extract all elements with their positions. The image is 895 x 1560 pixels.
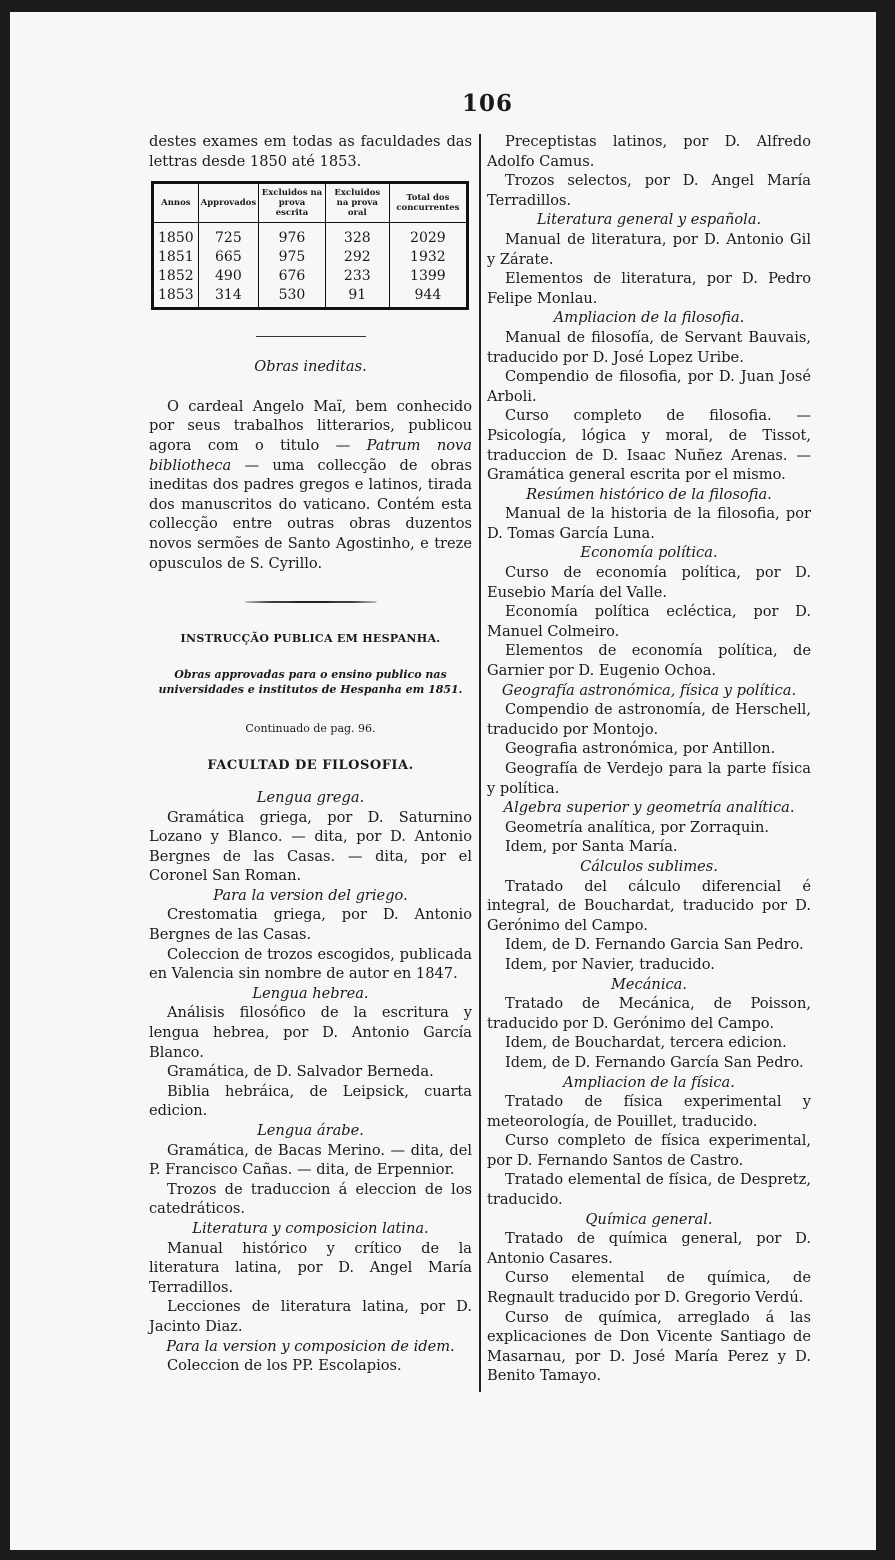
table-row (153, 223, 468, 249)
book-entry: Manual de literatura, por D. Antonio Gil y Zárate. (487, 230, 811, 268)
book-entry: Gramática griega, por D. Saturnino Lozano y Blanco. — dita, por D. Antonio Bergnes de las Casas. — dita, por el Coronel San Roman. (149, 808, 472, 885)
book-entry: Trozos selectos, por D. Angel María Terradillos. (487, 172, 811, 209)
book-entry: Idem, de D. Fernando García San Pedro. (505, 1053, 804, 1071)
continued-note: Continuado de pag. 96. (245, 721, 376, 735)
table-cell: 328 (325, 223, 389, 249)
subject-heading: Lengua grega. (256, 788, 365, 806)
subject-heading: Ampliacion de la física. (563, 1073, 735, 1091)
subject-heading: Lengua hebrea. (252, 984, 369, 1002)
subject-heading: Para la version del griego. (213, 886, 408, 904)
header-annos: Annos (153, 183, 199, 223)
table-row (153, 286, 468, 309)
subject-heading: Mecánica. (610, 975, 688, 993)
left-column (149, 132, 472, 1376)
subject-heading: Cálculos sublimes. (580, 857, 718, 875)
book-entry: Análisis filosófico de la escritura y lengua hebrea, por D. Antonio García Blanco. (149, 1004, 472, 1061)
book-entry: Geografía de Verdejo para la parte física y política. (487, 760, 811, 797)
book-entry: Gramática, de D. Salvador Berneda. (167, 1063, 434, 1081)
table-cell: 676 (259, 267, 326, 286)
book-entry: Manual de la historia de la filosofia, por D. Tomas García Luna. (487, 505, 811, 542)
subject-heading: Resúmen histórico de la filosofia. (526, 485, 772, 503)
book-entry: Curso de química, arreglado á las explicaciones de Don Vicente Santiago de Masarnau, por D. José María Perez y D. Benito Tamayo. (487, 1308, 811, 1385)
obras-title: Obras ineditas. (254, 358, 367, 376)
right-column (487, 132, 811, 1386)
obras-text-title: Patrum nova bibliotheca (149, 436, 472, 474)
subject-heading: Química general. (585, 1210, 713, 1228)
header-excluidos-escrita: Excluidos na prova escrita (259, 183, 326, 223)
table-cell: 944 (414, 287, 442, 304)
book-entry: Biblia hebráica, de Leipsick, cuarta edicion. (149, 1082, 472, 1120)
table-row (153, 248, 468, 267)
book-entry: Idem, por Navier, traducido. (505, 955, 715, 973)
faculty-title: FACULTAD DE FILOSOFIA. (207, 758, 414, 774)
book-entry: Curso completo de física experimental, por D. Fernando Santos de Castro. (487, 1132, 811, 1169)
table-cell: 292 (325, 248, 389, 267)
exam-stats-table (151, 181, 469, 310)
book-entry: Compendio de astronomía, de Herschell, traducido por Montojo. (487, 701, 811, 738)
book-entry: Preceptistas latinos, por D. Alfredo Adolfo Camus. (487, 133, 811, 170)
book-entry: Crestomatia griega, por D. Antonio Bergnes de las Casas. (149, 906, 472, 944)
header-total: Total dos concurrentes (389, 183, 467, 223)
left-entries-list (149, 788, 472, 1376)
table-cell: 1851 (153, 248, 199, 267)
table-cell: 665 (198, 248, 258, 267)
table-cell: 530 (259, 286, 326, 309)
book-entry: Elementos de economía política, de Garnier por D. Eugenio Ochoa. (487, 642, 811, 680)
table-cell: 233 (325, 267, 389, 286)
subject-heading: Literatura general y española. (536, 211, 762, 229)
intro-text: destes exames em todas as faculdades das lettras desde 1850 até 1853. (149, 133, 472, 170)
book-entry: Manual de filosofía, de Servant Bauvais, traducido por D. José Lopez Uribe. (487, 328, 811, 366)
page-number: 106 (462, 90, 514, 117)
subject-heading: Economía política. (580, 544, 718, 562)
header-excluidos-oral: Excluidos na prova oral (325, 183, 389, 223)
book-entry: Idem, por Santa María. (505, 838, 678, 856)
book-entry: Compendio de filosofia, por D. Juan José Arboli. (487, 368, 811, 405)
table-cell: 1852 (153, 267, 199, 286)
book-entry: Tratado elemental de física, de Despretz, traducido. (487, 1171, 811, 1209)
section-subheading: Obras approvadas para o ensino publico nas universidades e institutos de Hespanha em 1851. (158, 667, 463, 696)
table-header-row (153, 183, 468, 223)
book-entry: Tratado de física experimental y meteorología, de Pouillet, traducido. (487, 1093, 811, 1130)
subject-heading: Para la version y composicion de idem. (166, 1337, 455, 1355)
book-entry: Geometría analítica, por Zorraquin. (505, 818, 769, 836)
table-cell: 1399 (410, 268, 446, 285)
book-entry: Tratado de química general, por D. Antonio Casares. (487, 1230, 811, 1267)
obras-text-pre: O cardeal Angelo Maï, bem conhecido por seus trabalhos litterarios, publicou agora com o titulo — (149, 397, 472, 454)
subject-heading: Algebra superior y geometría analítica. (503, 799, 795, 817)
subject-heading: Literatura y composicion latina. (192, 1219, 429, 1237)
table-cell: 1850 (153, 223, 199, 249)
section-heading: INSTRUCÇÃO PUBLICA EM HESPANHA. (180, 632, 441, 646)
book-entry: Trozos de traduccion á eleccion de los catedráticos. (149, 1180, 472, 1218)
book-entry: Elementos de literatura, por D. Pedro Felipe Monlau. (487, 270, 811, 307)
book-entry: Coleccion de trozos escogidos, publicada en Valencia sin nombre de autor en 1847. (149, 945, 472, 983)
table-cell: 2029 (410, 230, 446, 247)
subject-heading: Geografía astronómica, física y política. (501, 681, 797, 699)
book-entry: Coleccion de los PP. Escolapios. (167, 1357, 402, 1375)
obras-paragraph (149, 397, 472, 573)
ornamental-divider (245, 601, 377, 603)
book-entry: Idem, de D. Fernando Garcia San Pedro. (505, 936, 804, 954)
subject-heading: Lengua árabe. (257, 1122, 364, 1139)
section-divider (256, 336, 366, 337)
table-row (153, 267, 468, 286)
book-entry: Economía política ecléctica, por D. Manuel Colmeiro. (487, 603, 811, 640)
right-entries-list (487, 132, 811, 1386)
table-cell: 490 (198, 267, 258, 286)
column-divider (479, 134, 481, 1392)
book-entry: Gramática, de Bacas Merino. — dita, del P. Francisco Cañas. — dita, de Erpennior. (149, 1141, 472, 1179)
book-entry: Tratado de Mecánica, de Poisson, traducido por D. Gerónimo del Campo. (487, 995, 811, 1032)
book-entry: Manual histórico y crítico de la literatura latina, por D. Angel María Terradillos. (149, 1239, 472, 1296)
table-cell: 975 (259, 248, 326, 267)
book-entry: Idem, de Bouchardat, tercera edicion. (505, 1034, 787, 1052)
book-entry: Tratado del cálculo diferencial é integral, de Bouchardat, traducido por D. Gerónimo del Campo. (487, 877, 811, 934)
book-entry: Lecciones de literatura latina, por D. Jacinto Diaz. (149, 1298, 472, 1335)
book-entry: Geografia astronómica, por Antillon. (505, 740, 776, 758)
table-cell: 91 (325, 286, 389, 309)
table-cell: 314 (198, 286, 258, 309)
header-approvados: Approvados (198, 183, 258, 223)
book-entry: Curso elemental de química, de Regnault traducido por D. Gregorio Verdú. (487, 1269, 811, 1307)
table-cell: 1932 (410, 249, 446, 266)
subject-heading: Ampliacion de la filosofia. (553, 309, 745, 327)
obras-text-post: — uma collecção de obras ineditas dos padres gregos e latinos, tirada dos manuscritos do vaticano. Contém esta collecção entre outras obras duzentos novos sermões de Santo Agostinho, e treze opusculos de S. Cyrillo. (149, 456, 472, 572)
book-entry: Curso de economía política, por D. Eusebio María del Valle. (487, 564, 811, 601)
table-cell: 976 (259, 223, 326, 249)
table-cell: 1853 (153, 286, 199, 309)
book-entry: Curso completo de filosofia. — Psicología, lógica y moral, de Tissot, traduccion de D. Isaac Nuñez Arenas. — Gramática general escrita por el mismo. (487, 407, 811, 484)
table-cell: 725 (198, 223, 258, 249)
